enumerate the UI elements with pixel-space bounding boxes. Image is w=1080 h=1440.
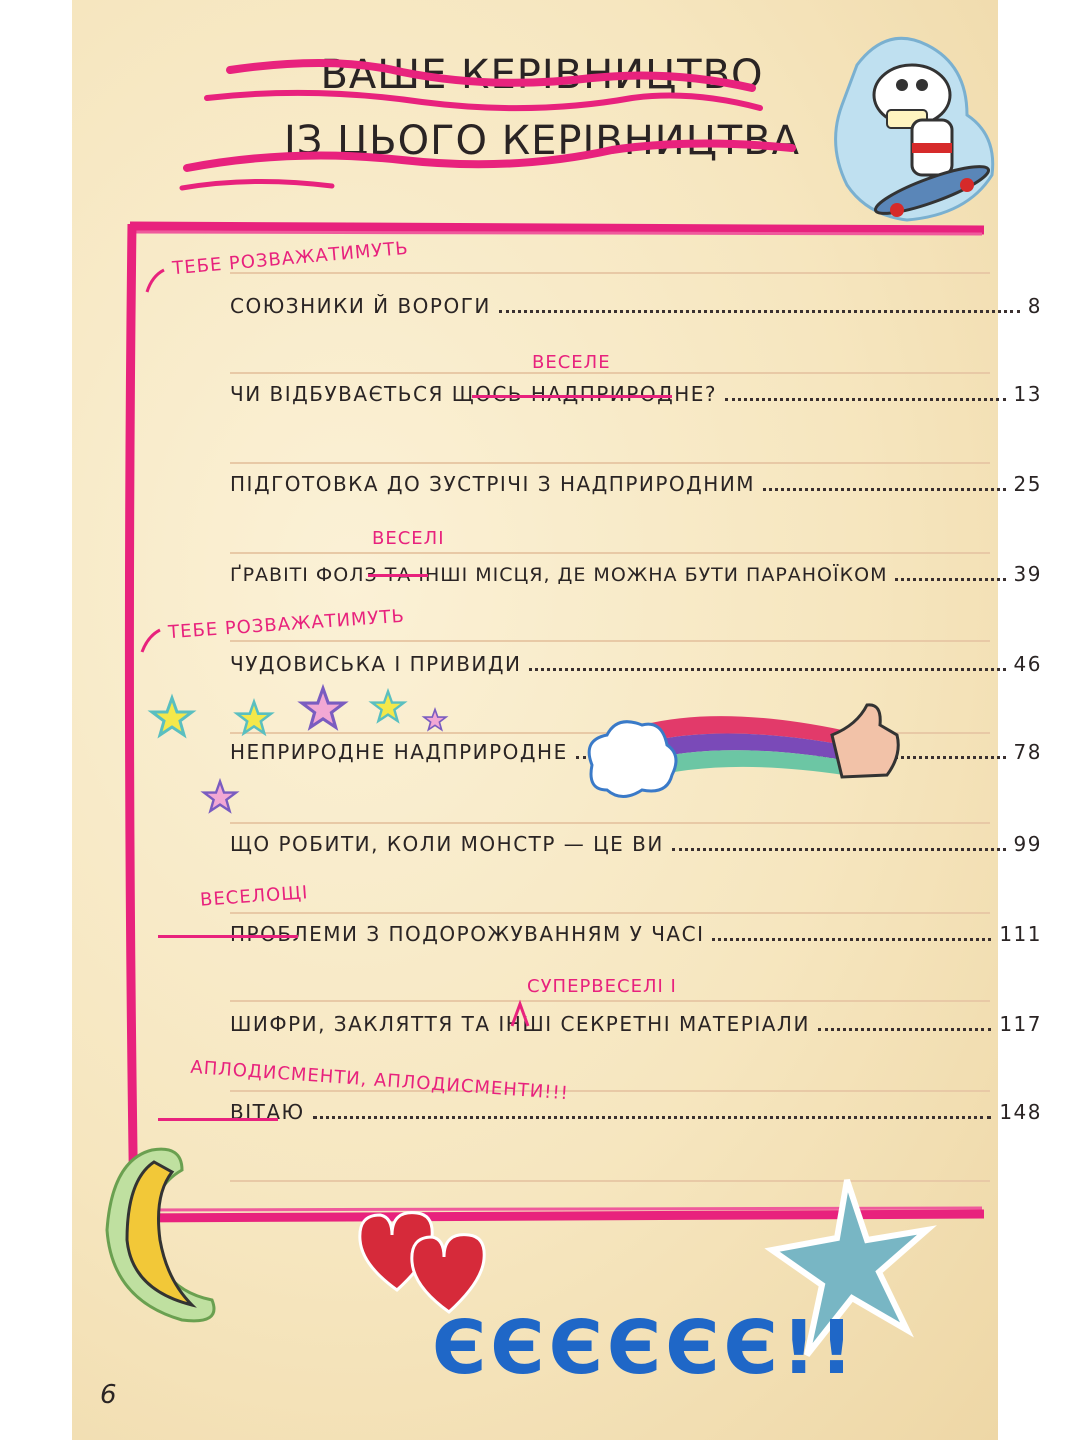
toc-entry-title: ЩО РОБИТИ, КОЛИ МОНСТР — ЦЕ ВИ [230, 832, 664, 856]
toc-entry-title: ПРОБЛЕМИ З ПОДОРОЖУВАННЯМ У ЧАСІ [230, 922, 705, 946]
handwritten-note: ВЕСЕЛЕ [532, 352, 611, 373]
book-page [72, 0, 1042, 1440]
handwritten-note: ВЕСЕЛІ [372, 528, 445, 549]
handwritten-note: ТЕБЕ РОЗВАЖАТИМУТЬ [171, 237, 410, 280]
toc-entry-page: 148 [999, 1100, 1042, 1124]
toc-entry-title: ҐРАВІТІ ФОЛЗ ТА ІНШІ МІСЦЯ, ДЕ МОЖНА БУТИ ПАРАНОЇКОМ [230, 564, 888, 586]
star-icon [302, 688, 344, 727]
toc-entry-title: ШИФРИ, ЗАКЛЯТТЯ ТА ІНШІ СЕКРЕТНІ МАТЕРІАЛИ [230, 1012, 810, 1036]
handwritten-note: СУПЕРВЕСЕЛІ І [527, 976, 677, 997]
toc-entry-page: 111 [999, 922, 1042, 946]
toc-entry-page: 8 [1027, 294, 1042, 318]
toc-entry-title: СОЮЗНИКИ Й ВОРОГИ [230, 294, 491, 318]
exclamation-text: ЄЄЄЄЄЄ!! [432, 1305, 858, 1391]
toc-entry-page: 13 [1013, 382, 1042, 406]
toc-entry-title: ЧИ ВІДБУВАЄТЬСЯ ЩОСЬ НАДПРИРОДНЕ? [230, 382, 717, 406]
toc-entry[interactable] [230, 1100, 1042, 1124]
strike-through [158, 1118, 278, 1121]
toc-entry-page: 25 [1013, 472, 1042, 496]
star-icon [424, 709, 446, 729]
handwritten-note: ТЕБЕ РОЗВАЖАТИМУТЬ [167, 605, 406, 644]
star-icon [152, 698, 192, 735]
star-icon [237, 702, 271, 733]
stars-decoration [142, 680, 462, 800]
page-number: 6 [100, 1380, 117, 1410]
toc-entry-page: 78 [1013, 740, 1042, 764]
toc-leader [313, 1116, 992, 1119]
handwritten-note: АПЛОДИСМЕНТИ, АПЛОДИСМЕНТИ!!! [189, 1056, 570, 1105]
toc-entry-page: 99 [1013, 832, 1042, 856]
toc-entry-title: НЕПРИРОДНЕ НАДПРИРОДНЕ [230, 740, 568, 764]
page-title-line-1: ВАШЕ КЕРІВНИЦТВО [320, 52, 764, 98]
toc-entry-page: 46 [1013, 652, 1042, 676]
toc-entry-page: 117 [999, 1012, 1042, 1036]
handwritten-note: ВЕСЕЛОЩІ [199, 882, 309, 911]
toc-entry-title: ЧУДОВИСЬКА І ПРИВИДИ [230, 652, 522, 676]
toc-entry-title: ПІДГОТОВКА ДО ЗУСТРІЧІ З НАДПРИРОДНИМ [230, 472, 756, 496]
toc-entry-title: ВІТАЮ [230, 1100, 305, 1124]
banana-sticker [92, 1140, 222, 1330]
toc-entry-page: 39 [1013, 562, 1042, 586]
page-title-line-2: ІЗ ЦЬОГО КЕРІВНИЦТВА [283, 118, 801, 164]
rainbow-thumbs-up-sticker [582, 695, 902, 805]
star-icon [372, 691, 404, 721]
caret-marks [72, 0, 998, 1100]
